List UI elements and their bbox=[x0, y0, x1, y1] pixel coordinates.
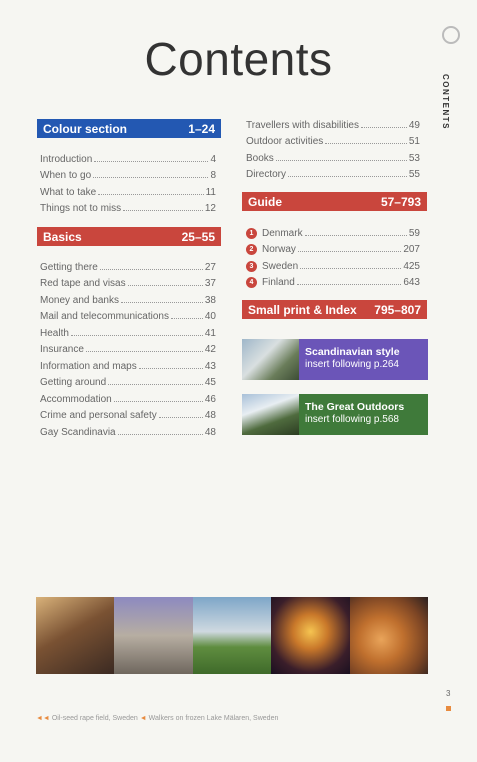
dot-leader bbox=[305, 235, 407, 236]
photo-trolls bbox=[36, 597, 114, 674]
dot-leader bbox=[298, 251, 401, 252]
toc-entry[interactable] bbox=[40, 306, 216, 323]
dot-leader bbox=[123, 210, 203, 211]
small-print-header[interactable] bbox=[242, 300, 427, 319]
toc-entry-page: 12 bbox=[204, 203, 216, 214]
guide-header[interactable] bbox=[242, 192, 427, 211]
insert-sub: insert following p.264 bbox=[305, 359, 399, 370]
toc-entry-page: 46 bbox=[204, 393, 216, 405]
dot-leader bbox=[93, 177, 208, 178]
toc-entry-page: 53 bbox=[408, 152, 420, 164]
caption-arrow-icon: ◄◄ bbox=[36, 715, 50, 722]
toc-entry-label: Crime and personal safety bbox=[40, 410, 157, 421]
colour-section-header[interactable] bbox=[37, 119, 221, 138]
dot-leader bbox=[108, 384, 203, 385]
toc-entry-label: Books bbox=[246, 152, 274, 164]
toc-entry-label: Health bbox=[40, 327, 69, 339]
caption-text: Oil-seed rape field, Sweden bbox=[51, 715, 138, 722]
insert-thumbnail bbox=[242, 339, 299, 380]
insert-great-outdoors[interactable] bbox=[242, 394, 428, 435]
toc-entry-label: Getting around bbox=[40, 377, 107, 388]
basics-continued-list bbox=[246, 114, 420, 180]
toc-entry-page: 11 bbox=[205, 186, 216, 198]
chapter-number-badge: 2 bbox=[246, 244, 257, 255]
dot-leader bbox=[325, 143, 407, 144]
section-tab bbox=[437, 20, 477, 140]
toc-entry[interactable] bbox=[40, 339, 216, 356]
toc-entry[interactable] bbox=[246, 147, 420, 164]
dot-leader bbox=[139, 368, 203, 369]
dot-leader bbox=[361, 127, 407, 128]
toc-entry[interactable] bbox=[40, 355, 216, 372]
toc-entry-label: When to go bbox=[40, 170, 92, 181]
dot-leader bbox=[118, 434, 203, 435]
toc-entry-label: Denmark bbox=[262, 227, 303, 239]
toc-entry[interactable] bbox=[246, 272, 420, 289]
photo-caption bbox=[36, 715, 278, 722]
toc-entry-page: 40 bbox=[204, 311, 216, 322]
basics-pages: 25–55 bbox=[181, 229, 215, 244]
small-print-pages: 795–807 bbox=[374, 302, 421, 317]
basics-label: Basics bbox=[43, 229, 82, 244]
toc-entry-label: Accommodation bbox=[40, 393, 112, 405]
toc-entry-label: Introduction bbox=[40, 153, 93, 165]
toc-entry-label: Directory bbox=[246, 169, 287, 180]
toc-entry-page: 48 bbox=[204, 426, 216, 438]
toc-entry-page: 38 bbox=[204, 294, 216, 306]
dot-leader bbox=[171, 318, 203, 319]
toc-entry[interactable] bbox=[246, 222, 420, 239]
dot-leader bbox=[297, 284, 402, 285]
dot-leader bbox=[121, 302, 203, 303]
toc-entry-label: Norway bbox=[262, 244, 296, 255]
accent-square bbox=[446, 706, 451, 711]
photo-field bbox=[193, 597, 271, 674]
toc-entry[interactable] bbox=[40, 198, 216, 215]
small-print-label: Small print & Index bbox=[248, 302, 357, 317]
photo-sculpture bbox=[114, 597, 192, 674]
toc-entry-label: Gay Scandinavia bbox=[40, 426, 116, 438]
toc-entry[interactable] bbox=[40, 322, 216, 339]
toc-entry-label: Mail and telecommunications bbox=[40, 311, 169, 322]
toc-entry[interactable] bbox=[246, 255, 420, 272]
dot-leader bbox=[300, 268, 401, 269]
toc-entry-page: 42 bbox=[204, 344, 216, 355]
colour-section-pages: 1–24 bbox=[188, 121, 215, 136]
toc-entry-label: Red tape and visas bbox=[40, 278, 126, 289]
toc-entry[interactable] bbox=[40, 181, 216, 198]
toc-entry[interactable] bbox=[246, 164, 420, 181]
toc-entry[interactable] bbox=[246, 239, 420, 256]
dot-leader bbox=[86, 351, 203, 352]
toc-entry-page: 51 bbox=[408, 136, 420, 147]
chapter-number-badge: 4 bbox=[246, 277, 257, 288]
toc-entry[interactable] bbox=[40, 273, 216, 290]
toc-entry-label: Money and banks bbox=[40, 294, 119, 306]
toc-entry-page: 425 bbox=[403, 260, 420, 272]
dot-leader bbox=[159, 417, 203, 418]
toc-entry[interactable] bbox=[40, 421, 216, 438]
toc-entry-label: Information and maps bbox=[40, 360, 137, 372]
chapter-number-badge: 1 bbox=[246, 228, 257, 239]
guide-list bbox=[246, 222, 420, 288]
dot-leader bbox=[288, 176, 407, 177]
dot-leader bbox=[94, 161, 208, 162]
colour-section-label: Colour section bbox=[43, 121, 128, 136]
page-title: Contents bbox=[144, 33, 333, 85]
toc-entry-page: 55 bbox=[408, 169, 420, 180]
toc-entry-label: Finland bbox=[262, 277, 295, 288]
toc-entry-label: Insurance bbox=[40, 344, 84, 355]
insert-text bbox=[299, 339, 428, 380]
toc-entry[interactable] bbox=[40, 148, 216, 165]
dot-leader bbox=[100, 269, 203, 270]
toc-entry[interactable] bbox=[40, 405, 216, 422]
dot-leader bbox=[114, 401, 203, 402]
toc-entry-label: Things not to miss bbox=[40, 203, 122, 214]
toc-entry[interactable] bbox=[40, 372, 216, 389]
toc-entry-page: 45 bbox=[204, 377, 216, 388]
toc-entry-page: 48 bbox=[204, 410, 216, 421]
circle-icon bbox=[442, 26, 460, 44]
toc-entry-label: Travellers with disabilities bbox=[246, 119, 359, 131]
toc-entry-label: Sweden bbox=[262, 260, 299, 272]
toc-entry-label: What to take bbox=[40, 186, 97, 198]
toc-entry[interactable] bbox=[40, 289, 216, 306]
toc-entry[interactable] bbox=[246, 131, 420, 148]
guide-label: Guide bbox=[248, 194, 283, 209]
toc-entry-page: 27 bbox=[204, 261, 216, 273]
photo-pastry bbox=[350, 597, 428, 674]
page-number: 3 bbox=[446, 689, 451, 698]
toc-entry-page: 37 bbox=[204, 278, 216, 289]
insert-text bbox=[299, 394, 428, 435]
toc-entry-page: 49 bbox=[408, 119, 420, 131]
toc-entry-label: Outdoor activities bbox=[246, 136, 324, 147]
dot-leader bbox=[98, 194, 203, 195]
toc-entry[interactable] bbox=[40, 388, 216, 405]
dot-leader bbox=[276, 160, 407, 161]
toc-entry-page: 43 bbox=[204, 360, 216, 372]
guide-pages: 57–793 bbox=[380, 194, 421, 209]
colour-section-list bbox=[40, 148, 216, 214]
photo-tivoli bbox=[271, 597, 349, 674]
insert-title: The Great Outdoors bbox=[305, 401, 405, 413]
insert-sub: insert following p.568 bbox=[305, 414, 399, 425]
dot-leader bbox=[128, 285, 203, 286]
insert-thumbnail bbox=[242, 394, 299, 435]
toc-entry-page: 8 bbox=[210, 170, 216, 181]
chapter-number-badge: 3 bbox=[246, 261, 257, 272]
section-tab-label: CONTENTS bbox=[441, 74, 450, 130]
caption-arrow-icon: ◄ bbox=[139, 715, 147, 722]
dot-leader bbox=[71, 335, 203, 336]
toc-entry[interactable] bbox=[246, 114, 420, 131]
basics-list bbox=[40, 256, 216, 438]
toc-entry-page: 207 bbox=[403, 244, 420, 255]
insert-title: Scandinavian style bbox=[305, 346, 400, 358]
photo-strip bbox=[36, 597, 428, 674]
toc-entry[interactable] bbox=[40, 256, 216, 273]
caption-text: Walkers on frozen Lake Mälaren, Sweden bbox=[148, 715, 279, 722]
toc-entry-label: Getting there bbox=[40, 261, 98, 273]
toc-entry[interactable] bbox=[40, 165, 216, 182]
insert-scandinavian-style[interactable] bbox=[242, 339, 428, 380]
toc-entry-page: 643 bbox=[403, 277, 420, 288]
toc-entry-page: 4 bbox=[210, 153, 216, 165]
toc-entry-page: 41 bbox=[204, 327, 216, 339]
basics-header[interactable] bbox=[37, 227, 221, 246]
toc-entry-page: 59 bbox=[408, 227, 420, 239]
